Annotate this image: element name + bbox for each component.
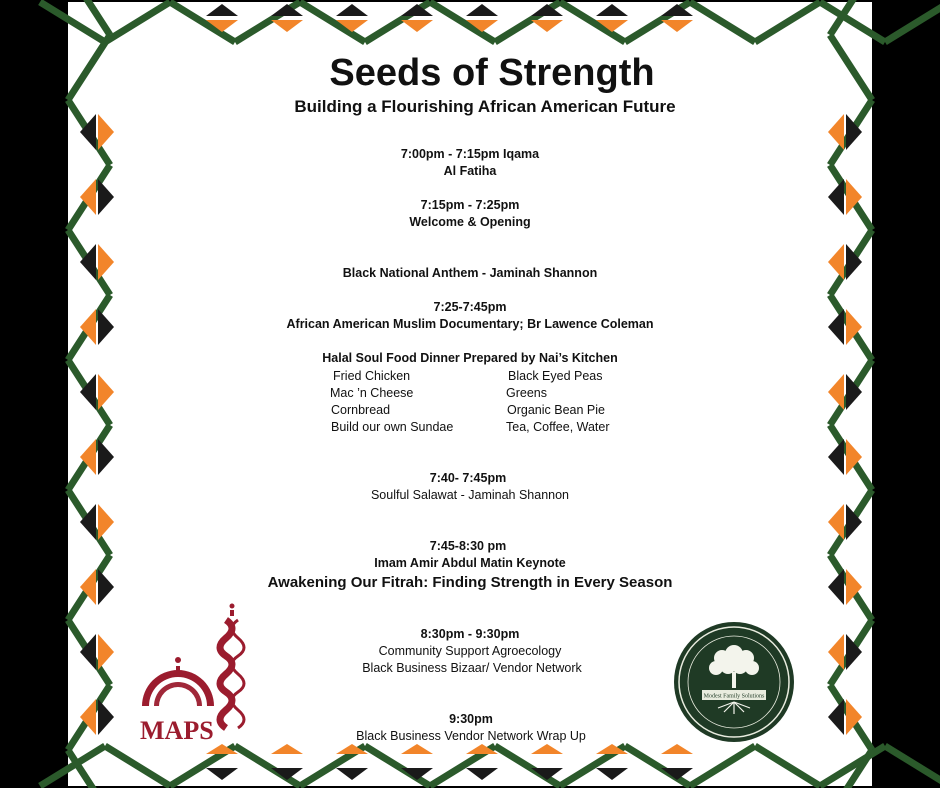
- item8-time: 9:30pm: [449, 712, 493, 726]
- item2-title: Welcome & Opening: [409, 215, 531, 229]
- item7-time: 8:30pm - 9:30pm: [420, 627, 520, 641]
- item4-title: African American Muslim Documentary; Br Lawence Coleman: [286, 317, 654, 331]
- item4-time: 7:25-7:45pm: [433, 300, 507, 314]
- item1-time: 7:00pm - 7:15pm Iqama: [400, 147, 540, 161]
- item8-title: Black Business Vendor Network Wrap Up: [356, 729, 586, 743]
- item3-title: Black National Anthem - Jaminah Shannon: [342, 266, 598, 280]
- mfs-logo-text: Modest Family Solutions: [703, 693, 765, 700]
- item1-title: Al Fatiha: [443, 164, 497, 178]
- item7-line2: Black Business Bizaar/ Vendor Network: [362, 661, 582, 675]
- menu-item-right-1: Greens: [506, 386, 547, 400]
- item6-title: Imam Amir Abdul Matin Keynote: [374, 556, 566, 570]
- page-title: Seeds of Strength: [329, 52, 655, 94]
- page-subtitle: Building a Flourishing African American Future: [294, 97, 676, 116]
- maps-logo-text: MAPS: [140, 716, 214, 745]
- dinner-title: Halal Soul Food Dinner Prepared by Nai’s Kitchen: [322, 351, 618, 365]
- maps-logo: [136, 596, 248, 746]
- menu-item-left-2: Cornbread: [331, 403, 391, 417]
- mfs-logo: [672, 620, 796, 744]
- keynote-title: Awakening Our Fitrah: Finding Strength in Every Season: [267, 574, 673, 591]
- menu-item-right-2: Organic Bean Pie: [507, 403, 605, 417]
- menu-item-left-3: Build our own Sundae: [331, 420, 454, 434]
- item2-time: 7:15pm - 7:25pm: [420, 198, 520, 212]
- item6-time: 7:45-8:30 pm: [429, 539, 507, 553]
- item5-time: 7:40- 7:45pm: [429, 471, 507, 485]
- item5-title: Soulful Salawat - Jaminah Shannon: [370, 488, 570, 502]
- menu-item-right-0: Black Eyed Peas: [508, 369, 603, 383]
- menu-item-left-0: Fried Chicken: [333, 369, 411, 383]
- item7-line1: Community Support Agroecology: [378, 644, 562, 658]
- menu-item-left-1: Mac ’n Cheese: [330, 386, 414, 400]
- menu-item-right-3: Tea, Coffee, Water: [506, 420, 610, 434]
